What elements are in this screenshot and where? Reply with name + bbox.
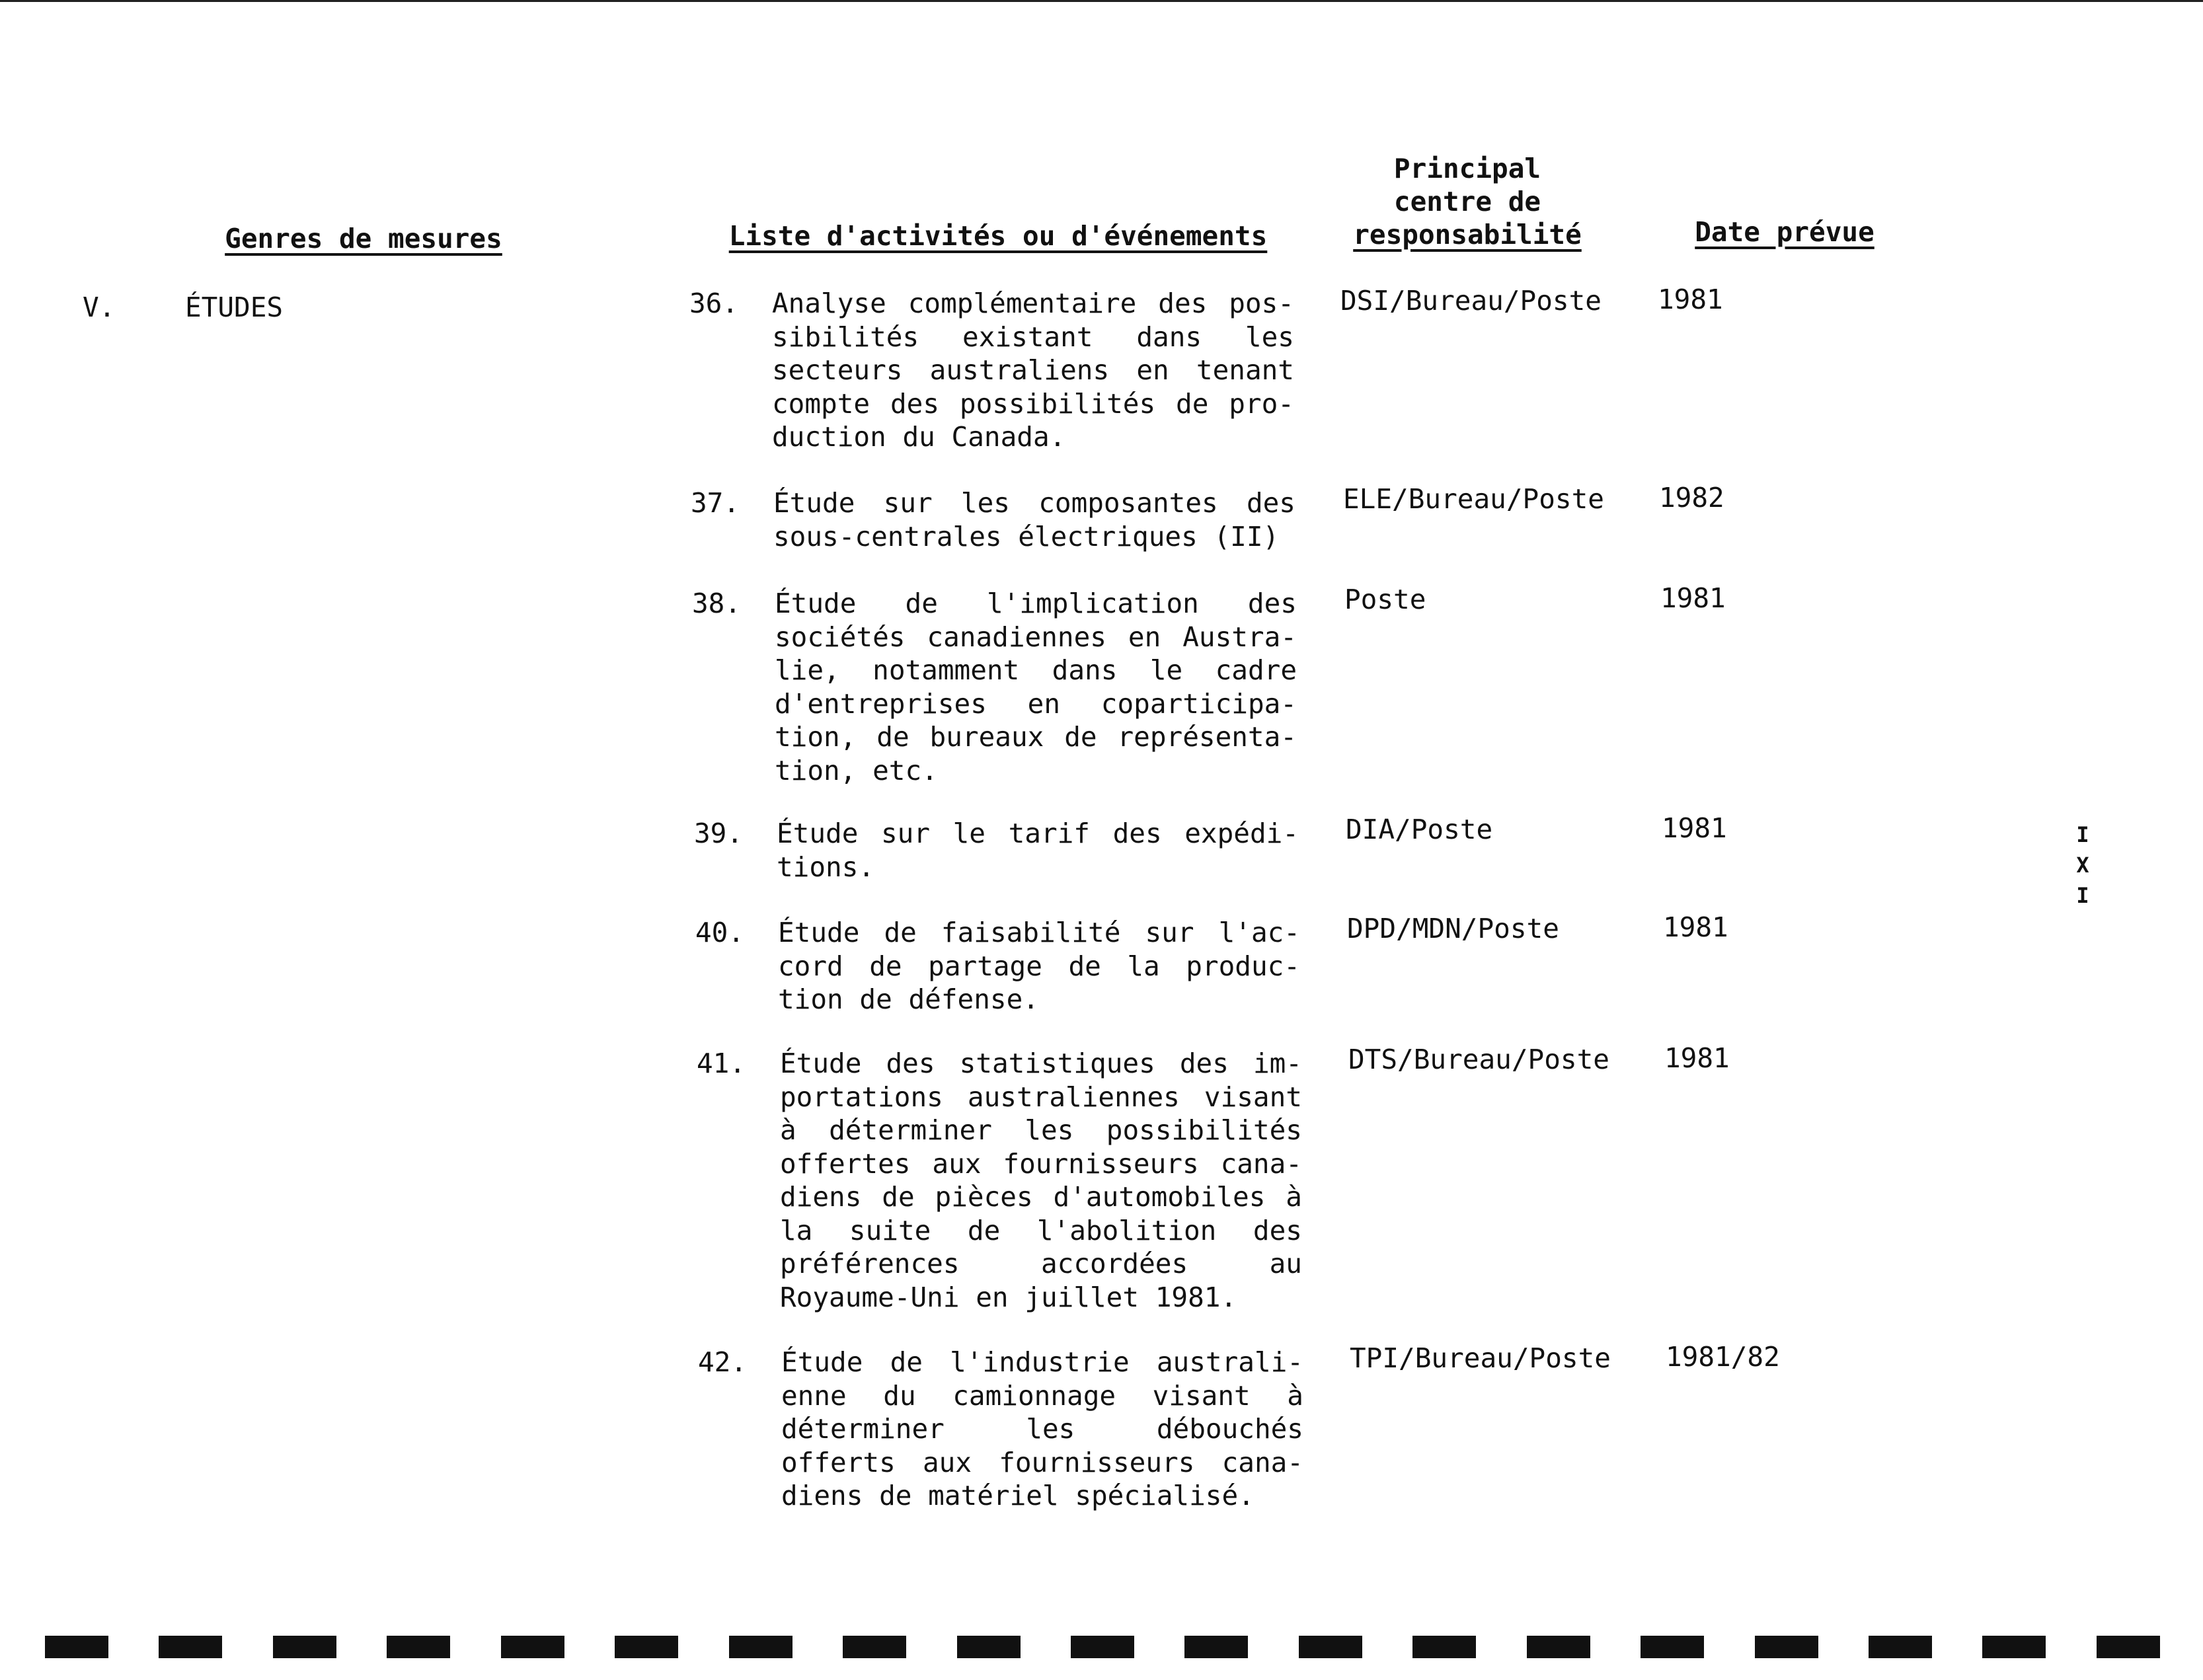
item-date: 1981	[1660, 582, 1726, 614]
dash-mark	[1184, 1636, 1248, 1658]
item-description: Étude de faisabilité sur l'ac- cord de partage de la produc- tion de défense.	[778, 917, 1300, 1015]
item-responsibility: ELE/Bureau/Poste	[1343, 483, 1604, 515]
top-rule	[0, 0, 2203, 2]
header-genres	[198, 222, 529, 255]
header-principal	[1335, 152, 1600, 251]
header-principal-line-1: Principal	[1393, 153, 1541, 184]
item-date: 1982	[1659, 482, 1724, 514]
section-numeral: V.	[83, 291, 116, 323]
dash-mark	[1527, 1636, 1590, 1658]
header-liste-label: Liste d'activités ou d'événements	[728, 220, 1268, 252]
dash-mark	[45, 1636, 108, 1658]
dash-mark	[1755, 1636, 1818, 1658]
item-date: 1981	[1663, 911, 1728, 943]
header-principal-line-2: centre de	[1393, 186, 1541, 217]
item-number: 37.	[691, 487, 740, 519]
dash-mark	[1869, 1636, 1932, 1658]
header-genres-label: Genres de mesures	[225, 223, 502, 254]
header-date	[1666, 215, 1904, 248]
item-description: Étude des statistiques des im- portations australiennes visant à déterminer les possibilités offertes aux fournisseurs cana- diens de pièces d'automobiles à la suite de l'abolition des préférences accordées au Royaume-Uni en juillet 1981.	[780, 1048, 1302, 1313]
dash-mark	[843, 1636, 906, 1658]
dash-mark	[501, 1636, 564, 1658]
section-title: ÉTUDES	[185, 291, 284, 323]
item-number: 36.	[689, 287, 739, 319]
item-date: 1981	[1664, 1042, 1730, 1074]
page-number-mark: I X I	[2076, 822, 2089, 908]
dash-mark	[159, 1636, 222, 1658]
item-description: Étude sur les composantes des sous-centrales électriques (II)	[773, 487, 1295, 553]
dash-mark	[2097, 1636, 2160, 1658]
item-responsibility: DSI/Bureau/Poste	[1340, 285, 1602, 317]
dash-mark	[1982, 1636, 2046, 1658]
dash-mark	[1071, 1636, 1134, 1658]
header-date-label: Date prévue	[1695, 216, 1874, 248]
dash-mark	[1641, 1636, 1704, 1658]
item-number: 42.	[698, 1346, 748, 1378]
dash-mark	[387, 1636, 450, 1658]
item-number: 39.	[694, 818, 744, 849]
item-description: Analyse complémentaire des pos- sibilités existant dans les secteurs australiens en tenant compte des possibilités de pro- duction du Canada.	[772, 287, 1294, 453]
dash-mark	[1412, 1636, 1476, 1658]
dash-mark	[273, 1636, 336, 1658]
bottom-dash-bar	[45, 1634, 2160, 1660]
item-description: Étude sur le tarif des expédi- tions.	[777, 818, 1299, 883]
item-number: 41.	[697, 1048, 746, 1079]
item-number: 38.	[692, 588, 742, 619]
item-description: Étude de l'industrie australi- enne du camionnage visant à déterminer les débouchés offerts aux fournisseurs cana- diens de matériel spécialisé.	[781, 1346, 1303, 1511]
dash-mark	[729, 1636, 792, 1658]
dash-mark	[957, 1636, 1021, 1658]
item-date: 1981	[1662, 812, 1727, 844]
header-principal-line-3: responsabilité	[1353, 219, 1582, 250]
item-number: 40.	[695, 917, 745, 948]
item-description: Étude de l'implication des sociétés canadiennes en Austra- lie, notamment dans le cadre d'entreprises en coparticipa- tion, de bureaux de représenta- tion, etc.	[775, 588, 1297, 786]
item-responsibility: TPI/Bureau/Poste	[1350, 1342, 1611, 1374]
dash-mark	[615, 1636, 678, 1658]
item-responsibility: DIA/Poste	[1346, 814, 1493, 845]
item-responsibility: DPD/MDN/Poste	[1347, 913, 1559, 944]
dash-mark	[1299, 1636, 1362, 1658]
header-liste	[701, 219, 1295, 252]
item-responsibility: DTS/Bureau/Poste	[1348, 1044, 1609, 1075]
item-date: 1981/82	[1666, 1341, 1780, 1373]
item-responsibility: Poste	[1344, 584, 1426, 615]
item-date: 1981	[1658, 284, 1723, 315]
